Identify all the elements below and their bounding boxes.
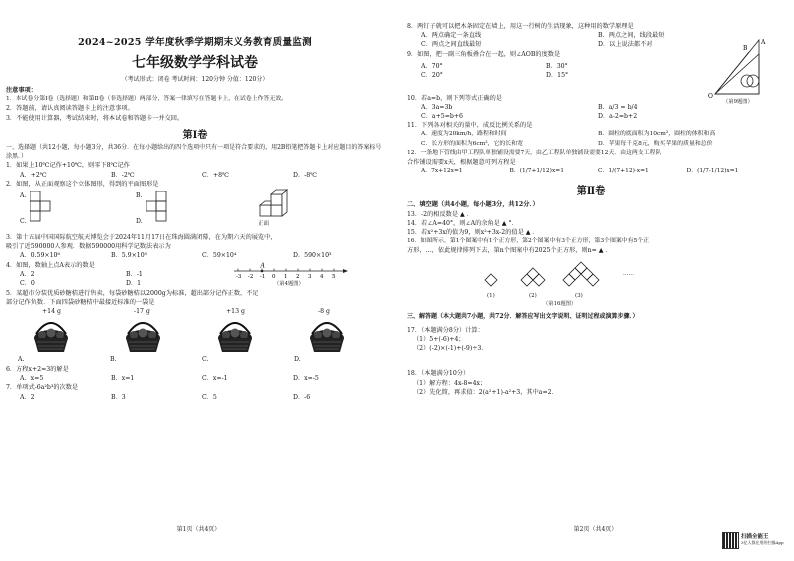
page-footer-1: 第1页（共4页）	[176, 526, 221, 533]
q7-option-b: B．3	[111, 393, 126, 401]
number-line-tick-label: 4	[320, 273, 324, 280]
part2-heading: 第Ⅱ卷	[576, 186, 606, 198]
q1-options	[6, 171, 384, 180]
q9-option-a: A．70°	[421, 62, 443, 70]
q6-options	[6, 374, 384, 383]
question-10: 10．若a=b，则下列等式正确的是	[407, 94, 502, 102]
q3-option-c: C．59×10⁴	[202, 252, 237, 260]
q17-part1: （1）5+(-6)+4；	[413, 336, 465, 344]
q4-block	[6, 261, 384, 289]
question-6: 6．方程x+2=3的解是	[6, 366, 69, 374]
section2-heading: 二、填空题（共4小题，每小题3分，共12分．）	[407, 201, 539, 209]
q5-option-label: B.	[110, 356, 117, 364]
q6-option-d: D．x=-5	[293, 375, 319, 383]
basket-weight-label: +13 g	[226, 308, 245, 316]
number-line-tick-label: 0	[272, 273, 276, 280]
number-line-tick-label: 5	[332, 273, 336, 280]
question-7: 7．单项式-6a²b³的次数是	[6, 384, 79, 392]
question-14: 14．若∠A=40°，则∠A的余角是 ▲ °．	[407, 219, 518, 227]
q18-part2: （2）先化简，再求值：2(a²+1)-a²+3，其中a=2．	[413, 388, 558, 396]
q5-option-label: D.	[294, 356, 301, 364]
exam-info: （考试形式：闭卷 考试时间：120分钟 分值：120分）	[121, 76, 269, 83]
qr-code-icon	[722, 532, 739, 549]
question-3-line1: 3．第十五届中国国际航空航天博览会于2024年11月17日在珠海圆满闭幕，在为期六天的展览中，	[6, 234, 277, 242]
q8-option-d: D．以上说法都不对	[598, 41, 653, 49]
question-15: 15．若x²+3x的值为9，则x²+3x-2的值是 ▲ ．	[407, 229, 539, 237]
q2-figures	[6, 189, 384, 233]
q1-option-a: A．+2℃	[20, 171, 47, 179]
q7-option-c: C．5	[202, 393, 217, 401]
q2-option-c: C.	[20, 218, 27, 226]
basket-weight-label: -8 g	[318, 308, 330, 316]
q3-option-d: D．590×10³	[293, 252, 332, 260]
question-4: 4．如图，数轴上点A表示的数是	[6, 261, 95, 269]
q10-option-d: D．a-2=b+2	[598, 113, 638, 121]
orange-basket-icon	[212, 316, 258, 354]
q11-option-d: D．苹果每千克8元，购买苹果的质量和总价	[598, 140, 713, 147]
orange-basket-icon	[28, 316, 74, 354]
section3-heading: 三、解答题（本大题共7小题，共72分．解答应写出文字说明、证明过程或演算步骤．）	[407, 312, 639, 320]
q3-option-a: A．0.59×10⁶	[20, 252, 60, 260]
q5-option-label: A.	[18, 356, 25, 364]
q16-label-1: (1)	[487, 292, 495, 299]
q9-options	[407, 62, 671, 80]
q12-option-d: D．(1/7-1/12)x=1	[686, 168, 739, 175]
question-9: 9．如图，把一副三角板叠合在一起，则∠AOB的度数是	[407, 50, 561, 58]
q9-label-b: B	[743, 44, 748, 52]
q9-label-o: O	[708, 92, 713, 100]
q7-option-a: A．2	[20, 393, 35, 401]
question-13: 13．-2的相反数是 ▲ ．	[407, 210, 473, 218]
question-16-line1: 16．如图所示，第1个图案中有1个正方形，第2个图案中有3个正方形，第3个图案中有5个正	[407, 238, 650, 245]
exam-title: 2024~2025 学年度秋季学期期末义务教育质量监测	[78, 37, 312, 48]
q5-baskets	[6, 307, 384, 365]
q12-option-c: C．1/(7+12)·x=1	[598, 168, 649, 175]
q9-caption: （第9题图）	[723, 98, 753, 105]
q8-option-b: B．两点之间，线段最短	[598, 32, 665, 40]
q9-label-a: A	[761, 38, 766, 46]
point-a-marker	[261, 269, 264, 272]
number-line-tick-label: -3	[236, 273, 242, 280]
q17-part2: （2）(-2)×(-1)+(-9)÷3．	[413, 345, 488, 353]
q7-options	[6, 393, 384, 402]
scanner-tagline: 3亿人都在用的扫描App	[741, 540, 784, 545]
number-line-tick-label: -1	[260, 273, 266, 280]
q8-option-c: C．两点之间直线最短	[421, 41, 482, 49]
q16-label-2: (2)	[529, 292, 537, 299]
number-line-tick-label: 3	[308, 273, 312, 280]
q12-option-a: A．7x+12x=1	[421, 168, 463, 175]
q2-figure-a	[30, 191, 60, 231]
scanner-name: 扫描全能王	[741, 534, 769, 540]
q2-option-d: D.	[136, 218, 143, 226]
question-3-line2: 吸引了近590000人参观．数据590000用科学记数法表示为	[6, 243, 171, 251]
q2-figure-b	[146, 191, 178, 231]
q11-option-c: C．长方形的面积为6cm²，它的长和宽	[421, 140, 523, 147]
question-17: 17．（本题满分8分）计算：	[407, 326, 484, 334]
question-12-line2: 合作铺设需要x天，根据题意可列方程是	[407, 159, 516, 167]
q4-caption: （第4题图）	[274, 280, 304, 287]
q1-option-d: D．-8℃	[293, 171, 318, 179]
q7-option-d: D．-6	[293, 393, 311, 401]
basket-weight-label: -17 g	[134, 308, 150, 316]
basket-weight-label: +14 g	[42, 308, 61, 316]
orange-basket-icon	[304, 316, 350, 354]
q3-options	[6, 251, 384, 260]
number-line-tick-label: -2	[248, 273, 254, 280]
question-12-line1: 12．一条地下管线由甲工程队单独铺设需要7天，由乙工程队单独铺设需要12天．由这两支工程队	[407, 149, 662, 156]
q12-options	[407, 167, 775, 176]
q5-option-label: C.	[202, 356, 209, 364]
q6-option-b: B．x=1	[111, 375, 135, 383]
q11-option-a: A．速度为20km/h，路程和时间	[421, 131, 507, 138]
number-line-tick-label: 1	[284, 273, 288, 280]
number-line-arrow	[343, 269, 348, 273]
q4-option-a: A．2	[20, 270, 35, 278]
page-footer-2: 第2页（共4页）	[573, 526, 618, 533]
q1-option-c: C．+8℃	[202, 171, 229, 179]
q16-label-3: (3)	[575, 292, 583, 299]
question-5-line1: 5．某超市分装优质砂糖桔进行售卖，每袋砂糖桔以2000g为标准，超出部分记作正数，不足	[6, 289, 259, 297]
scanner-watermark	[722, 530, 784, 550]
question-18: 18．（本题满分10分）	[407, 370, 470, 378]
part1-heading: 第Ⅰ卷	[182, 129, 208, 141]
question-11: 11．下列各对相关的量中，成反比例关系的是	[407, 122, 533, 130]
point-a-label: A	[260, 262, 265, 270]
note-3: 3．不能使用计算器，考试结束时，将本试卷和答题卡一并交回。	[6, 114, 184, 122]
q2-option-b: B.	[136, 192, 143, 200]
subject-title: 七年级数学学科试卷	[132, 55, 258, 71]
q8-option-a: A．两点确定一条直线	[421, 32, 482, 40]
q6-option-a: A．x=5	[20, 375, 44, 383]
exam-page-2	[397, 0, 794, 561]
q16-ellipsis: ……	[623, 270, 634, 277]
section1-heading: 一、选择题（共12小题，每小题3分，共36分．在每小题给出的四个选项中只有一项是符合要求的，用2B铅笔把答题卡上对应题目的答案标号涂黑．）	[6, 143, 382, 160]
q10-option-c: C．a+5=b+6	[421, 113, 463, 121]
q4-option-b: B．-1	[126, 270, 143, 278]
q9-triangle-figure	[707, 36, 767, 100]
q1-option-b: B．-2℃	[111, 171, 135, 179]
q16-figures	[407, 256, 775, 306]
q9-option-d: D．15°	[546, 72, 569, 80]
q10-option-b: B．a/3 = b/4	[598, 103, 638, 111]
q6-option-c: C．x=-1	[202, 375, 228, 383]
q18-part1: （1）解方程：4x-8=4x；	[413, 379, 487, 387]
q11-option-b: B．圆柱的底面积为10cm²，圆柱的体积和高	[598, 131, 716, 138]
number-line-tick-label: 2	[296, 273, 300, 280]
question-5-line2: 部分记作负数．下面四袋砂糖桔中最接近标准的一袋是	[6, 298, 155, 306]
q4-option-d: D．1	[126, 279, 142, 287]
notes-title: 注意事项：	[6, 87, 37, 94]
question-16-line2: 方形，…，依此规律排列下去，第n个图案中有2025个正方形，则n= ▲ ．	[407, 247, 612, 255]
q3-option-b: B．5.9×10⁵	[111, 252, 148, 260]
q10-option-a: A．3a=3b	[421, 103, 453, 111]
orange-basket-icon	[120, 316, 166, 354]
note-2: 2．答题前，请认真阅读答题卡上的注意事项。	[6, 105, 134, 113]
q11-options	[407, 130, 775, 148]
question-8: 8．两钉子就可以把木条固定在墙上，用这一行树的生活现象，这种用的数学原理是	[407, 23, 634, 30]
q4-option-c: C．0	[20, 279, 35, 287]
q9-option-c: C．20°	[421, 72, 443, 80]
question-1: 1．如果上10℃记作+10℃，则零下8℃记作	[6, 162, 130, 170]
question-2: 2．如图，从正面观察这个立体图形，得到的平面图形是	[6, 180, 159, 188]
q2-option-a: A.	[20, 192, 27, 200]
q12-option-b: B．(1/7+1/12)x=1	[509, 168, 564, 175]
q2-front-label: 正面	[258, 221, 270, 228]
q9-option-b: B．30°	[546, 62, 568, 70]
note-1: 1．本试卷分第Ⅰ卷（选择题）和第Ⅱ卷（非选择题）两部分，答案一律填写在答题卡上，在试卷上作答无效。	[6, 96, 288, 103]
q10-options	[407, 103, 775, 121]
q16-caption: （第16题图）	[543, 300, 577, 307]
